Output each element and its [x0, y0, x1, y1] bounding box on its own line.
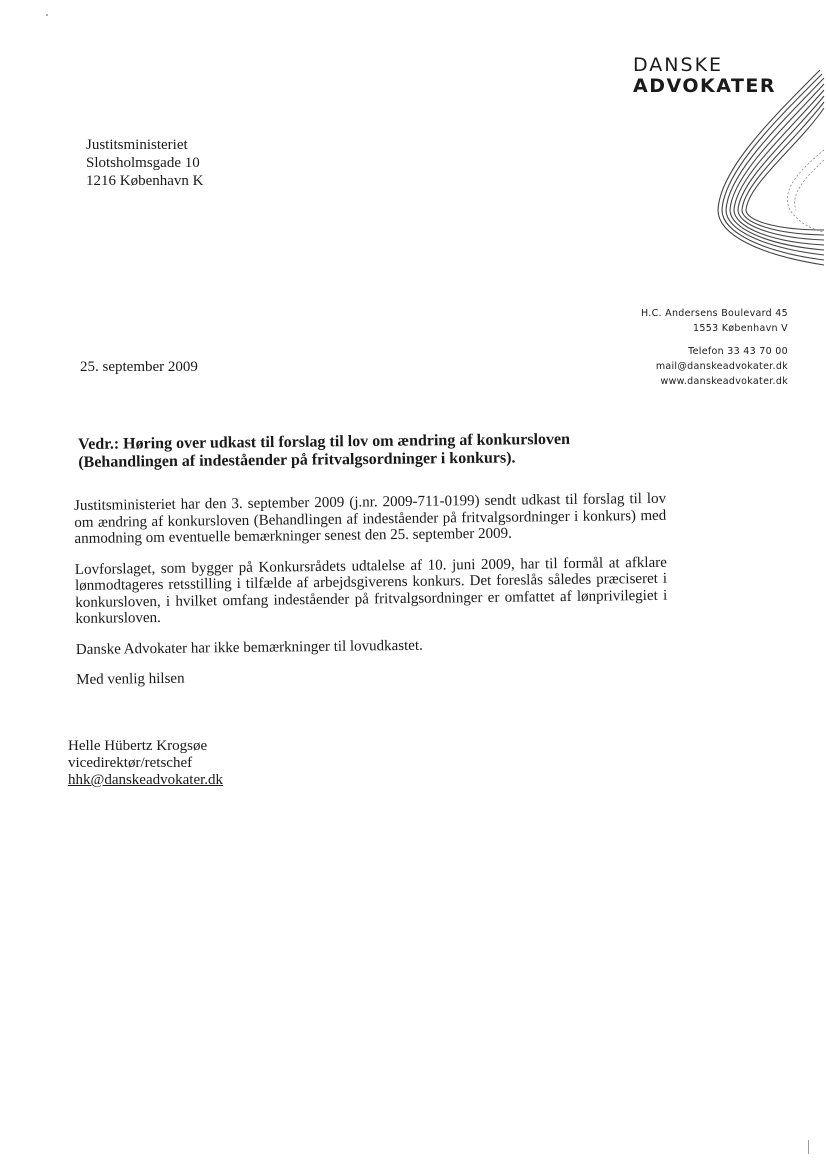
signatory-title: vicedirektør/retschef	[68, 755, 193, 771]
signatory-name: Helle Hübertz Krogsøe	[68, 738, 208, 754]
recipient-street: Slotsholmsgade 10	[86, 155, 200, 171]
letter-body	[74, 491, 668, 703]
sender-phone: Telefon 33 43 70 00	[688, 346, 788, 357]
logo-line-1: DANSKE	[633, 54, 724, 76]
sender-address	[641, 306, 788, 389]
recipient-name: Justitsministeriet	[86, 137, 188, 153]
body-paragraph-3: Danske Advokater har ikke bemærkninger til lovudkastet.	[75, 637, 423, 658]
body-paragraph-1: Justitsministeriet har den 3. september 2009 (j.nr. 2009-711-0199) sendt udkast til forslag til lov om ændring af konkursloven (Behandlingen af indeståender på fritvalgsordninger i konkurs) med anmodning om eventuelle bemærkninger senest den 25. september 2009.	[74, 490, 667, 547]
recipient-city: 1216 København K	[86, 173, 204, 189]
body-paragraph-2: Lovforslaget, som bygger på Konkursrådets udtalelse af 10. juni 2009, har til formål at afklare lønmodtageres retsstilling i tilfælde af arbejdsgiverens konkurs. Det foreslås således præciseret i konkursloven, i hvilket omfang indeståender på fritvalgsordninger er omfattet af lønprivilegiet i konkursloven.	[74, 554, 668, 627]
letter-subject: Vedr.: Høring over udkast til forslag til lov om ændring af konkursloven (Behandlingen af indeståender på fritvalgsordninger i konkurs).	[78, 430, 571, 471]
scan-speck	[808, 1140, 809, 1154]
scan-speck	[46, 14, 48, 16]
signatory-email[interactable]: hhk@danskeadvokater.dk	[68, 772, 224, 788]
recipient-address	[86, 136, 203, 190]
closing-phrase: Med venlig hilsen	[76, 670, 185, 688]
sender-street: H.C. Andersens Boulevard 45	[640, 308, 788, 319]
sender-web[interactable]: www.danskeadvokater.dk	[660, 376, 788, 387]
letter-date: 25. september 2009	[80, 359, 198, 375]
logo-swoosh-graphic	[700, 60, 826, 280]
signature-block	[68, 738, 223, 789]
logo-line-2: ADVOKATER	[633, 75, 777, 97]
sender-email[interactable]: mail@danskeadvokater.dk	[655, 361, 788, 372]
sender-city: 1553 København V	[693, 323, 788, 334]
